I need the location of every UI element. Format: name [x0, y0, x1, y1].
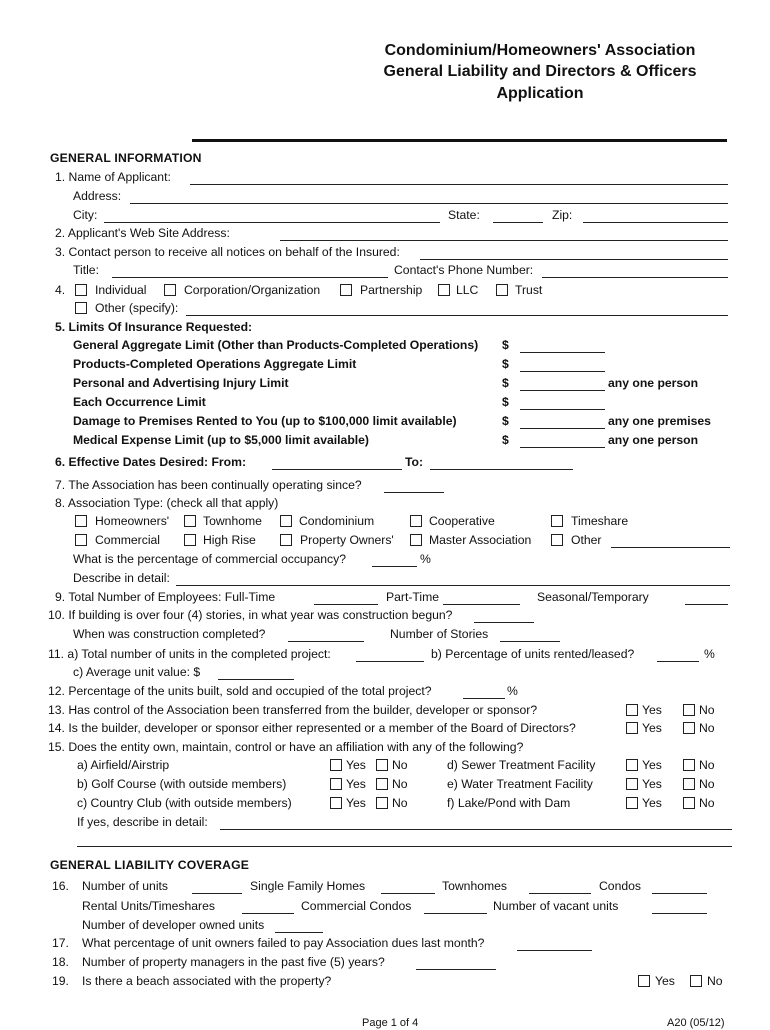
rental-units-label: Rental Units/Timeshares: [82, 899, 215, 913]
dollar-sign: $: [502, 338, 509, 352]
golf-yes-checkbox[interactable]: [330, 778, 342, 790]
q13-no-checkbox[interactable]: [683, 704, 695, 716]
page-number: Page 1 of 4: [362, 1017, 419, 1029]
sewer-label: d) Sewer Treatment Facility: [447, 758, 596, 772]
q18-number: 18.: [52, 955, 69, 969]
llc-label: LLC: [456, 283, 479, 297]
if-yes-describe-field-2[interactable]: [77, 846, 732, 847]
avg-unit-value-label: c) Average unit value: $: [73, 665, 201, 679]
limit-field-1[interactable]: [520, 352, 605, 353]
airfield-label: a) Airfield/Airstrip: [77, 758, 170, 772]
airfield-yes-checkbox[interactable]: [330, 759, 342, 771]
corporation-checkbox[interactable]: [164, 284, 176, 296]
golf-no-checkbox[interactable]: [376, 778, 388, 790]
townhome-label: Townhome: [203, 514, 262, 528]
yes-label: Yes: [642, 777, 662, 791]
high-rise-checkbox[interactable]: [184, 534, 196, 546]
effective-to-field[interactable]: [430, 469, 573, 470]
dues-failed-field[interactable]: [517, 950, 592, 951]
association-type-label: 8. Association Type: (check all that apply): [55, 496, 279, 510]
limit-label-5: Damage to Premises Rented to You (up to $100,000 limit available): [73, 414, 457, 428]
limit-field-3[interactable]: [520, 390, 605, 391]
number-of-units-field[interactable]: [192, 893, 242, 894]
seasonal-label: Seasonal/Temporary: [537, 590, 649, 604]
yes-label: Yes: [655, 974, 675, 988]
part-time-label: Part-Time: [386, 590, 440, 604]
no-label: No: [699, 721, 715, 735]
if-yes-describe-label: If yes, describe in detail:: [77, 815, 208, 829]
builder-represented-label: 14. Is the builder, developer or sponsor either represented or a member of the Board of Directors?: [48, 721, 576, 735]
limit-label-1: General Aggregate Limit (Other than Products-Completed Operations): [73, 338, 479, 352]
title-divider: [192, 139, 727, 142]
property-owners-label: Property Owners': [300, 533, 394, 547]
avg-unit-value-field[interactable]: [218, 679, 294, 680]
describe-field[interactable]: [176, 585, 730, 586]
q14-yes-checkbox[interactable]: [626, 722, 638, 734]
sewer-yes-checkbox[interactable]: [626, 759, 638, 771]
affiliation-label: 15. Does the entity own, maintain, control or have an affiliation with any of the following?: [48, 740, 524, 754]
dollar-sign: $: [502, 414, 509, 428]
other-specify-label: Other (specify):: [95, 301, 179, 315]
townhome-checkbox[interactable]: [184, 515, 196, 527]
beach-label: Is there a beach associated with the property?: [82, 974, 332, 988]
lake-no-checkbox[interactable]: [683, 797, 695, 809]
individual-label: Individual: [95, 283, 147, 297]
limits-heading: 5. Limits Of Insurance Requested:: [55, 320, 253, 334]
vacant-units-label: Number of vacant units: [493, 899, 619, 913]
entity-type-number: 4.: [55, 283, 66, 297]
any-one-person-label: any one person: [608, 433, 699, 447]
effective-dates-label: 6. Effective Dates Desired: From:: [55, 455, 247, 469]
title-label: Title:: [73, 263, 99, 277]
any-one-premises-label: any one premises: [608, 414, 711, 428]
dollar-sign: $: [502, 395, 509, 409]
partnership-label: Partnership: [360, 283, 423, 297]
commercial-condos-label: Commercial Condos: [301, 899, 412, 913]
percent-sign: %: [420, 552, 431, 566]
limit-field-5[interactable]: [520, 428, 605, 429]
contact-person-label: 3. Contact person to receive all notices on behalf of the Insured:: [55, 245, 400, 259]
commercial-condos-field[interactable]: [424, 913, 487, 914]
address-field[interactable]: [130, 203, 728, 204]
townhomes-label: Townhomes: [442, 879, 508, 893]
q14-no-checkbox[interactable]: [683, 722, 695, 734]
construction-begun-field[interactable]: [474, 622, 534, 623]
dollar-sign: $: [502, 357, 509, 371]
no-label: No: [392, 777, 408, 791]
title-line-3: Application: [496, 85, 584, 102]
general-information-heading: GENERAL INFORMATION: [50, 151, 202, 165]
dollar-sign: $: [502, 376, 509, 390]
condominium-checkbox[interactable]: [280, 515, 292, 527]
yes-label: Yes: [642, 721, 662, 735]
sewer-no-checkbox[interactable]: [683, 759, 695, 771]
units-rented-field[interactable]: [657, 661, 699, 662]
effective-from-field[interactable]: [272, 469, 402, 470]
water-no-checkbox[interactable]: [683, 778, 695, 790]
q17-number: 17.: [52, 936, 69, 950]
zip-label: Zip:: [552, 208, 573, 222]
partnership-checkbox[interactable]: [340, 284, 352, 296]
vacant-units-field[interactable]: [652, 913, 707, 914]
no-label: No: [392, 796, 408, 810]
limit-label-3: Personal and Advertising Injury Limit: [73, 376, 289, 390]
cooperative-label: Cooperative: [429, 514, 495, 528]
trust-checkbox[interactable]: [496, 284, 508, 296]
yes-label: Yes: [642, 758, 662, 772]
no-label: No: [699, 796, 715, 810]
any-one-person-label: any one person: [608, 376, 699, 390]
single-family-label: Single Family Homes: [250, 879, 366, 893]
construction-begun-label: 10. If building is over four (4) stories, in what year was construction begun?: [48, 608, 453, 622]
other-specify-field[interactable]: [186, 315, 728, 316]
part-time-field[interactable]: [443, 604, 520, 605]
limit-field-2[interactable]: [520, 371, 605, 372]
property-owners-checkbox[interactable]: [280, 534, 292, 546]
full-time-field[interactable]: [314, 604, 378, 605]
yes-label: Yes: [346, 758, 366, 772]
contact-phone-field[interactable]: [542, 277, 728, 278]
control-transferred-label: 13. Has control of the Association been transferred from the builder, developer or sponsor?: [48, 703, 538, 717]
limit-label-2: Products-Completed Operations Aggregate Limit: [73, 357, 357, 371]
q19-number: 19.: [52, 974, 69, 988]
general-liability-heading: GENERAL LIABILITY COVERAGE: [50, 858, 250, 872]
condos-field[interactable]: [652, 893, 707, 894]
developer-units-field[interactable]: [275, 932, 323, 933]
yes-label: Yes: [642, 796, 662, 810]
water-label: e) Water Treatment Facility: [447, 777, 593, 791]
other-type-label: Other: [571, 533, 602, 547]
master-association-checkbox[interactable]: [410, 534, 422, 546]
dollar-sign: $: [502, 433, 509, 447]
limit-label-6: Medical Expense Limit (up to $5,000 limit available): [73, 433, 369, 447]
commercial-checkbox[interactable]: [75, 534, 87, 546]
lake-yes-checkbox[interactable]: [626, 797, 638, 809]
commercial-label: Commercial: [95, 533, 161, 547]
developer-units-label: Number of developer owned units: [82, 918, 265, 932]
lake-label: f) Lake/Pond with Dam: [447, 796, 571, 810]
applicant-name-label: 1. Name of Applicant:: [55, 170, 171, 184]
yes-label: Yes: [642, 703, 662, 717]
single-family-field[interactable]: [381, 893, 435, 894]
website-label: 2. Applicant's Web Site Address:: [55, 226, 230, 240]
title-field[interactable]: [112, 277, 388, 278]
units-rented-label: b) Percentage of units rented/leased?: [431, 647, 635, 661]
country-club-label: c) Country Club (with outside members): [77, 796, 292, 810]
city-field[interactable]: [104, 222, 440, 223]
water-yes-checkbox[interactable]: [626, 778, 638, 790]
percent-sign: %: [704, 647, 715, 661]
zip-field[interactable]: [583, 222, 728, 223]
no-label: No: [699, 758, 715, 772]
other-type-field[interactable]: [611, 547, 730, 548]
no-label: No: [699, 703, 715, 717]
club-yes-checkbox[interactable]: [330, 797, 342, 809]
beach-yes-checkbox[interactable]: [638, 975, 650, 987]
commercial-occupancy-field[interactable]: [372, 566, 417, 567]
property-managers-label: Number of property managers in the past five (5) years?: [82, 955, 385, 969]
q16-number: 16.: [52, 879, 69, 893]
title-line-2: General Liability and Directors & Officers: [383, 63, 697, 80]
townhomes-field[interactable]: [529, 893, 591, 894]
limit-field-6[interactable]: [520, 447, 605, 448]
cooperative-checkbox[interactable]: [410, 515, 422, 527]
condos-label: Condos: [599, 879, 642, 893]
website-field[interactable]: [280, 240, 728, 241]
no-label: No: [699, 777, 715, 791]
contact-phone-label: Contact's Phone Number:: [394, 263, 534, 277]
city-label: City:: [73, 208, 98, 222]
operating-since-label: 7. The Association has been continually operating since?: [55, 478, 362, 492]
units-sold-field[interactable]: [463, 698, 505, 699]
limit-label-4: Each Occurrence Limit: [73, 395, 206, 409]
no-label: No: [392, 758, 408, 772]
construction-completed-label: When was construction completed?: [73, 627, 266, 641]
number-of-units-label: Number of units: [82, 879, 169, 893]
beach-no-checkbox[interactable]: [690, 975, 702, 987]
units-sold-label: 12. Percentage of the units built, sold and occupied of the total project?: [48, 684, 432, 698]
condominium-label: Condominium: [299, 514, 375, 528]
airfield-no-checkbox[interactable]: [376, 759, 388, 771]
high-rise-label: High Rise: [203, 533, 256, 547]
stories-label: Number of Stories: [390, 627, 489, 641]
no-label: No: [707, 974, 723, 988]
seasonal-field[interactable]: [685, 604, 728, 605]
llc-checkbox[interactable]: [438, 284, 450, 296]
describe-label: Describe in detail:: [73, 571, 170, 585]
stories-field[interactable]: [500, 641, 560, 642]
commercial-occupancy-label: What is the percentage of commercial occupancy?: [73, 552, 346, 566]
contact-person-field[interactable]: [420, 259, 728, 260]
title-line-1: Condominium/Homeowners' Association: [384, 42, 696, 59]
construction-completed-field[interactable]: [288, 641, 364, 642]
operating-since-field[interactable]: [384, 492, 444, 493]
other-entity-checkbox[interactable]: [75, 302, 87, 314]
trust-label: Trust: [515, 283, 543, 297]
property-managers-field[interactable]: [416, 969, 496, 970]
individual-checkbox[interactable]: [75, 284, 87, 296]
limit-field-4[interactable]: [520, 409, 605, 410]
rental-units-field[interactable]: [242, 913, 294, 914]
dues-failed-label: What percentage of unit owners failed to pay Association dues last month?: [82, 936, 485, 950]
homeowners-checkbox[interactable]: [75, 515, 87, 527]
timeshare-label: Timeshare: [571, 514, 629, 528]
percent-sign: %: [507, 684, 518, 698]
yes-label: Yes: [346, 777, 366, 791]
applicant-name-field[interactable]: [190, 184, 728, 185]
other-type-checkbox[interactable]: [551, 534, 563, 546]
form-number: A20 (05/12): [667, 1017, 725, 1029]
q13-yes-checkbox[interactable]: [626, 704, 638, 716]
state-label: State:: [448, 208, 480, 222]
effective-to-label: To:: [405, 455, 424, 469]
yes-label: Yes: [346, 796, 366, 810]
corporation-label: Corporation/Organization: [184, 283, 321, 297]
if-yes-describe-field[interactable]: [220, 829, 732, 830]
golf-course-label: b) Golf Course (with outside members): [77, 777, 287, 791]
state-field[interactable]: [493, 222, 543, 223]
club-no-checkbox[interactable]: [376, 797, 388, 809]
timeshare-checkbox[interactable]: [551, 515, 563, 527]
total-units-field[interactable]: [356, 661, 424, 662]
homeowners-label: Homeowners': [95, 514, 170, 528]
total-units-label: 11. a) Total number of units in the completed project:: [48, 647, 331, 661]
master-association-label: Master Association: [429, 533, 532, 547]
employees-label: 9. Total Number of Employees: Full-Time: [55, 590, 276, 604]
address-label: Address:: [73, 189, 122, 203]
